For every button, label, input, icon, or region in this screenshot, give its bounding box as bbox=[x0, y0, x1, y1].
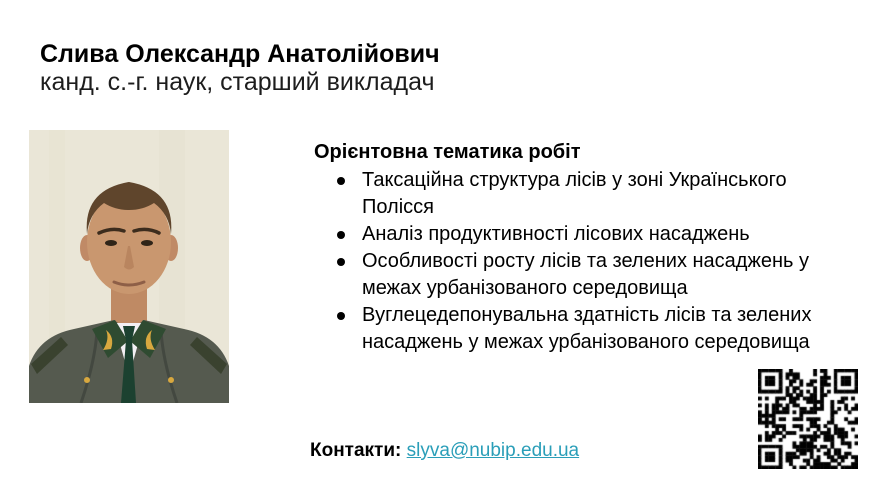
page-header bbox=[40, 40, 440, 96]
topic-item bbox=[314, 248, 842, 302]
topic-item-text: Особливості росту лісів та зелених насаджень у межах урбанізованого середовища bbox=[362, 250, 809, 299]
topic-item bbox=[314, 302, 842, 356]
qr-code bbox=[758, 369, 858, 469]
portrait-illustration bbox=[29, 130, 229, 403]
topic-item-text: Таксаційна структура лісів у зоні Українського Полісся bbox=[362, 169, 787, 218]
bullet-icon bbox=[337, 312, 345, 320]
bullet-icon bbox=[337, 231, 345, 239]
portrait-photo bbox=[29, 130, 229, 403]
topics-section bbox=[314, 139, 854, 356]
topics-list bbox=[314, 167, 854, 356]
topic-item bbox=[314, 221, 842, 248]
email-link[interactable]: slyva@nubip.edu.ua bbox=[406, 440, 580, 461]
topic-item-text: Вуглецедепонувальна здатність лісів та зелених насаджень у межах урбанізованого середовища bbox=[362, 304, 812, 353]
topic-item bbox=[314, 167, 842, 221]
qr-code-canvas bbox=[758, 369, 858, 469]
topics-heading: Орієнтовна тематика робіт bbox=[314, 141, 581, 163]
contacts-line bbox=[310, 440, 579, 462]
bullet-icon bbox=[337, 258, 345, 266]
bullet-icon bbox=[337, 177, 345, 185]
contacts-label: Контакти: bbox=[310, 440, 402, 461]
topic-item-text: Аналіз продуктивності лісових насаджень bbox=[362, 223, 750, 245]
person-degree-title: канд. с.-г. наук, старший викладач bbox=[40, 68, 435, 96]
person-name: Слива Олександр Анатолійович bbox=[40, 40, 440, 68]
